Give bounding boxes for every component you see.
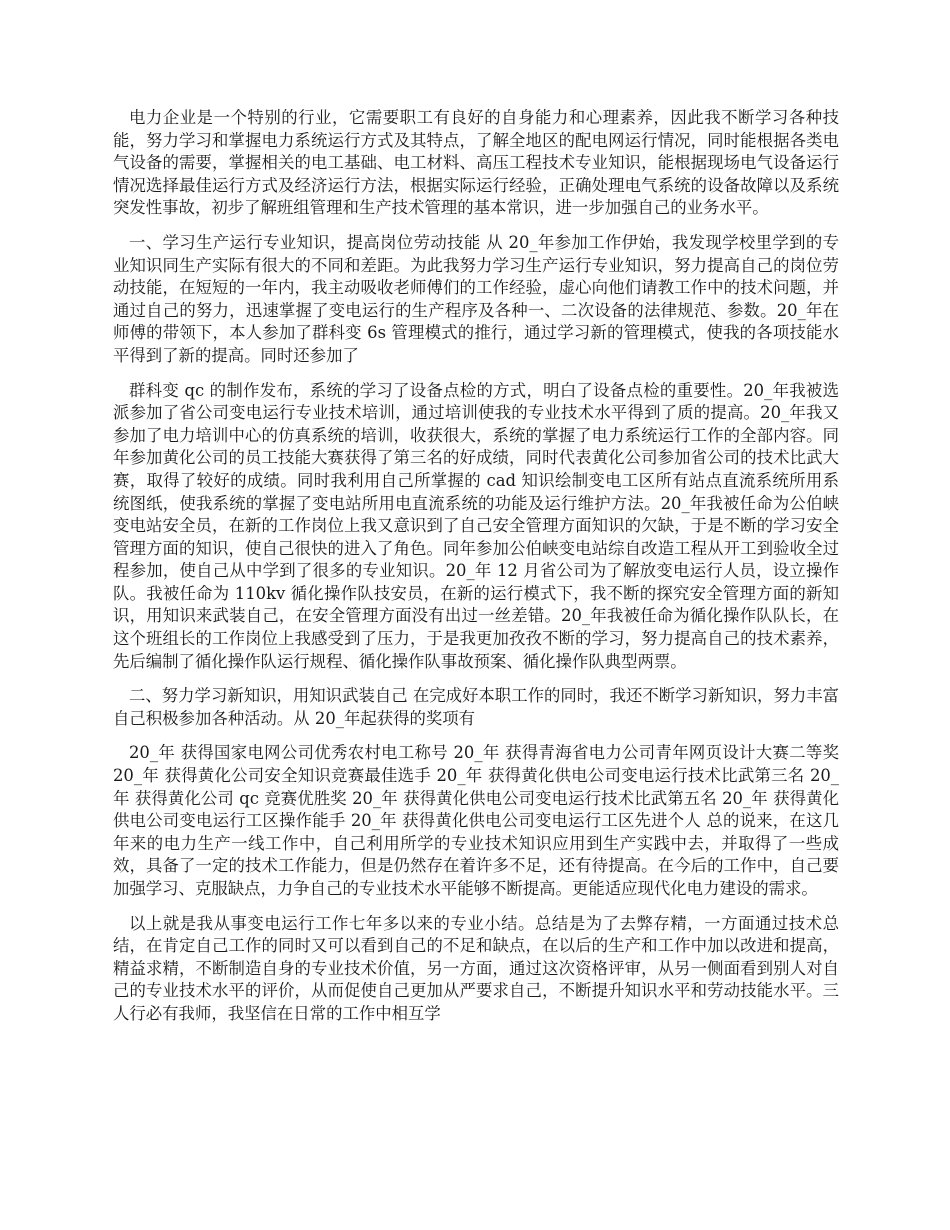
paragraph-section-two: 二、努力学习新知识，用知识武装自己 在完成好本职工作的同时，我还不断学习新知识，努力丰富自己积极参加各种活动。从 20_年起获得的奖项有 xyxy=(113,686,840,728)
paragraph-intro: 电力企业是一个特别的行业，它需要职工有良好的自身能力和心理素养，因此我不断学习各种技能，努力学习和掌握电力系统运行方式及其特点，了解全地区的配电网运行情况，同时能根据各类电气设备的需要，掌握相关的电工基础、电工材料、高压工程技术专业知识，能根据现场电气设备运行情况选择最佳运行方式及经济运行方法，根据实际运行经验，正确处理电气系统的设备故障以及系统突发性事故，初步了解班组管理和生产技术管理的基本常识，进一步加强自己的业务水平。 xyxy=(113,108,839,218)
paragraph-section-one-continued: 群科变 qc 的制作发布，系统的学习了设备点检的方式，明白了设备点检的重要性。20_年我被选派参加了省公司变电运行专业技术培训，通过培训使我的专业技术水平得到了质的提高。20_年我又参加了电力培训中心的仿真系统的培训，收获很大，系统的掌握了电力系统运行工作的全部内容。同年参加黄化公司的员工技能大赛获得了第三名的好成绩，同时代表黄化公司参加省公司的技术比武大赛，取得了较好的成绩。同时我利用自己所掌握的 cad 知识绘制变电工区所有站点直流系统所用系统图纸，使我系统的掌握了变电站所用电直流系统的功能及运行维护方法。20_年我被任命为公伯峡变电站安全员，在新的工作岗位上我又意识到了自己安全管理方面知识的欠缺，于是不断的学习安全管理方面的知识，使自己很快的进入了角色。同年参加公伯峡变电站综自改造工程从开工到验收全过程参加，使自己从中学到了很多的专业知识。20_年 12 月省公司为了解放变电运行人员，设立操作队。我被任命为 110kv 循化操作队技安员，在新的运行模式下，我不断的探究安全管理方面的新知识，用知识来武装自己，在安全管理方面没有出过一丝差错。20_年我被任命为循化操作队队长，在这个班组长的工作岗位上我感受到了压力，于是我更加孜孜不断的学习，努力提高自己的技术素养，先后编制了循化操作队运行规程、循化操作队事故预案、循化操作队典型两票。 xyxy=(113,380,839,671)
paragraph-awards: 20_年 获得国家电网公司优秀农村电工称号 20_年 获得青海省电力公司青年网页设计大赛二等奖 20_年 获得黄化公司安全知识竞赛最佳选手 20_年 获得黄化供电公司变电运行技术比武第三名 20_年 获得黄化公司 qc 竞赛优胜奖 20_年 获得黄化供电公司变电运行技术比武第五名 20_年 获得黄化供电公司变电运行工区操作能手 20_年 获得黄化供电公司变电运行工区先进个人 总的说来，在这几年来的电力生产一线工作中，自己利用所学的专业技术知识应用到生产实践中去，并取得了一些成效，具备了一定的技术工作能力，但是仍然存在着许多不足，还有待提高。在今后的工作中，自己要加强学习、克服缺点，力争自己的专业技术水平能够不断提高。更能适应现代化电力建设的需求。 xyxy=(113,743,839,898)
paragraph-section-one: 一、学习生产运行专业知识，提高岗位劳动技能 从 20_年参加工作伊始，我发现学校里学到的专业知识同生产实际有很大的不同和差距。为此我努力学习生产运行专业知识，努力提高自己的岗位劳动技能，在短短的一年内，我主动吸收老师傅们的工作经验，虚心向他们请教工作中的技术问题，并通过自己的努力，迅速掌握了变电运行的生产程序及各种一、二次设备的法律规范、参数。20_年在师傅的带领下，本人参加了群科变 6s 管理模式的推行，通过学习新的管理模式，使我的各项技能水平得到了新的提高。同时还参加了 xyxy=(113,232,839,365)
document-body xyxy=(113,107,839,1038)
paragraph-conclusion: 以上就是我从事变电运行工作七年多以来的专业小结。总结是为了去弊存精，一方面通过技术总结，在肯定自己工作的同时又可以看到自己的不足和缺点，在以后的生产和工作中加以改进和提高，精益求精，不断制造自身的专业技术价值，另一方面，通过这次资格评审，从另一侧面看到别人对自己的专业技术水平的评价，从而促使自己更加从严要求自己，不断提升知识水平和劳动技能水平。三人行必有我师，我坚信在日常的工作中相互学 xyxy=(113,913,839,1023)
